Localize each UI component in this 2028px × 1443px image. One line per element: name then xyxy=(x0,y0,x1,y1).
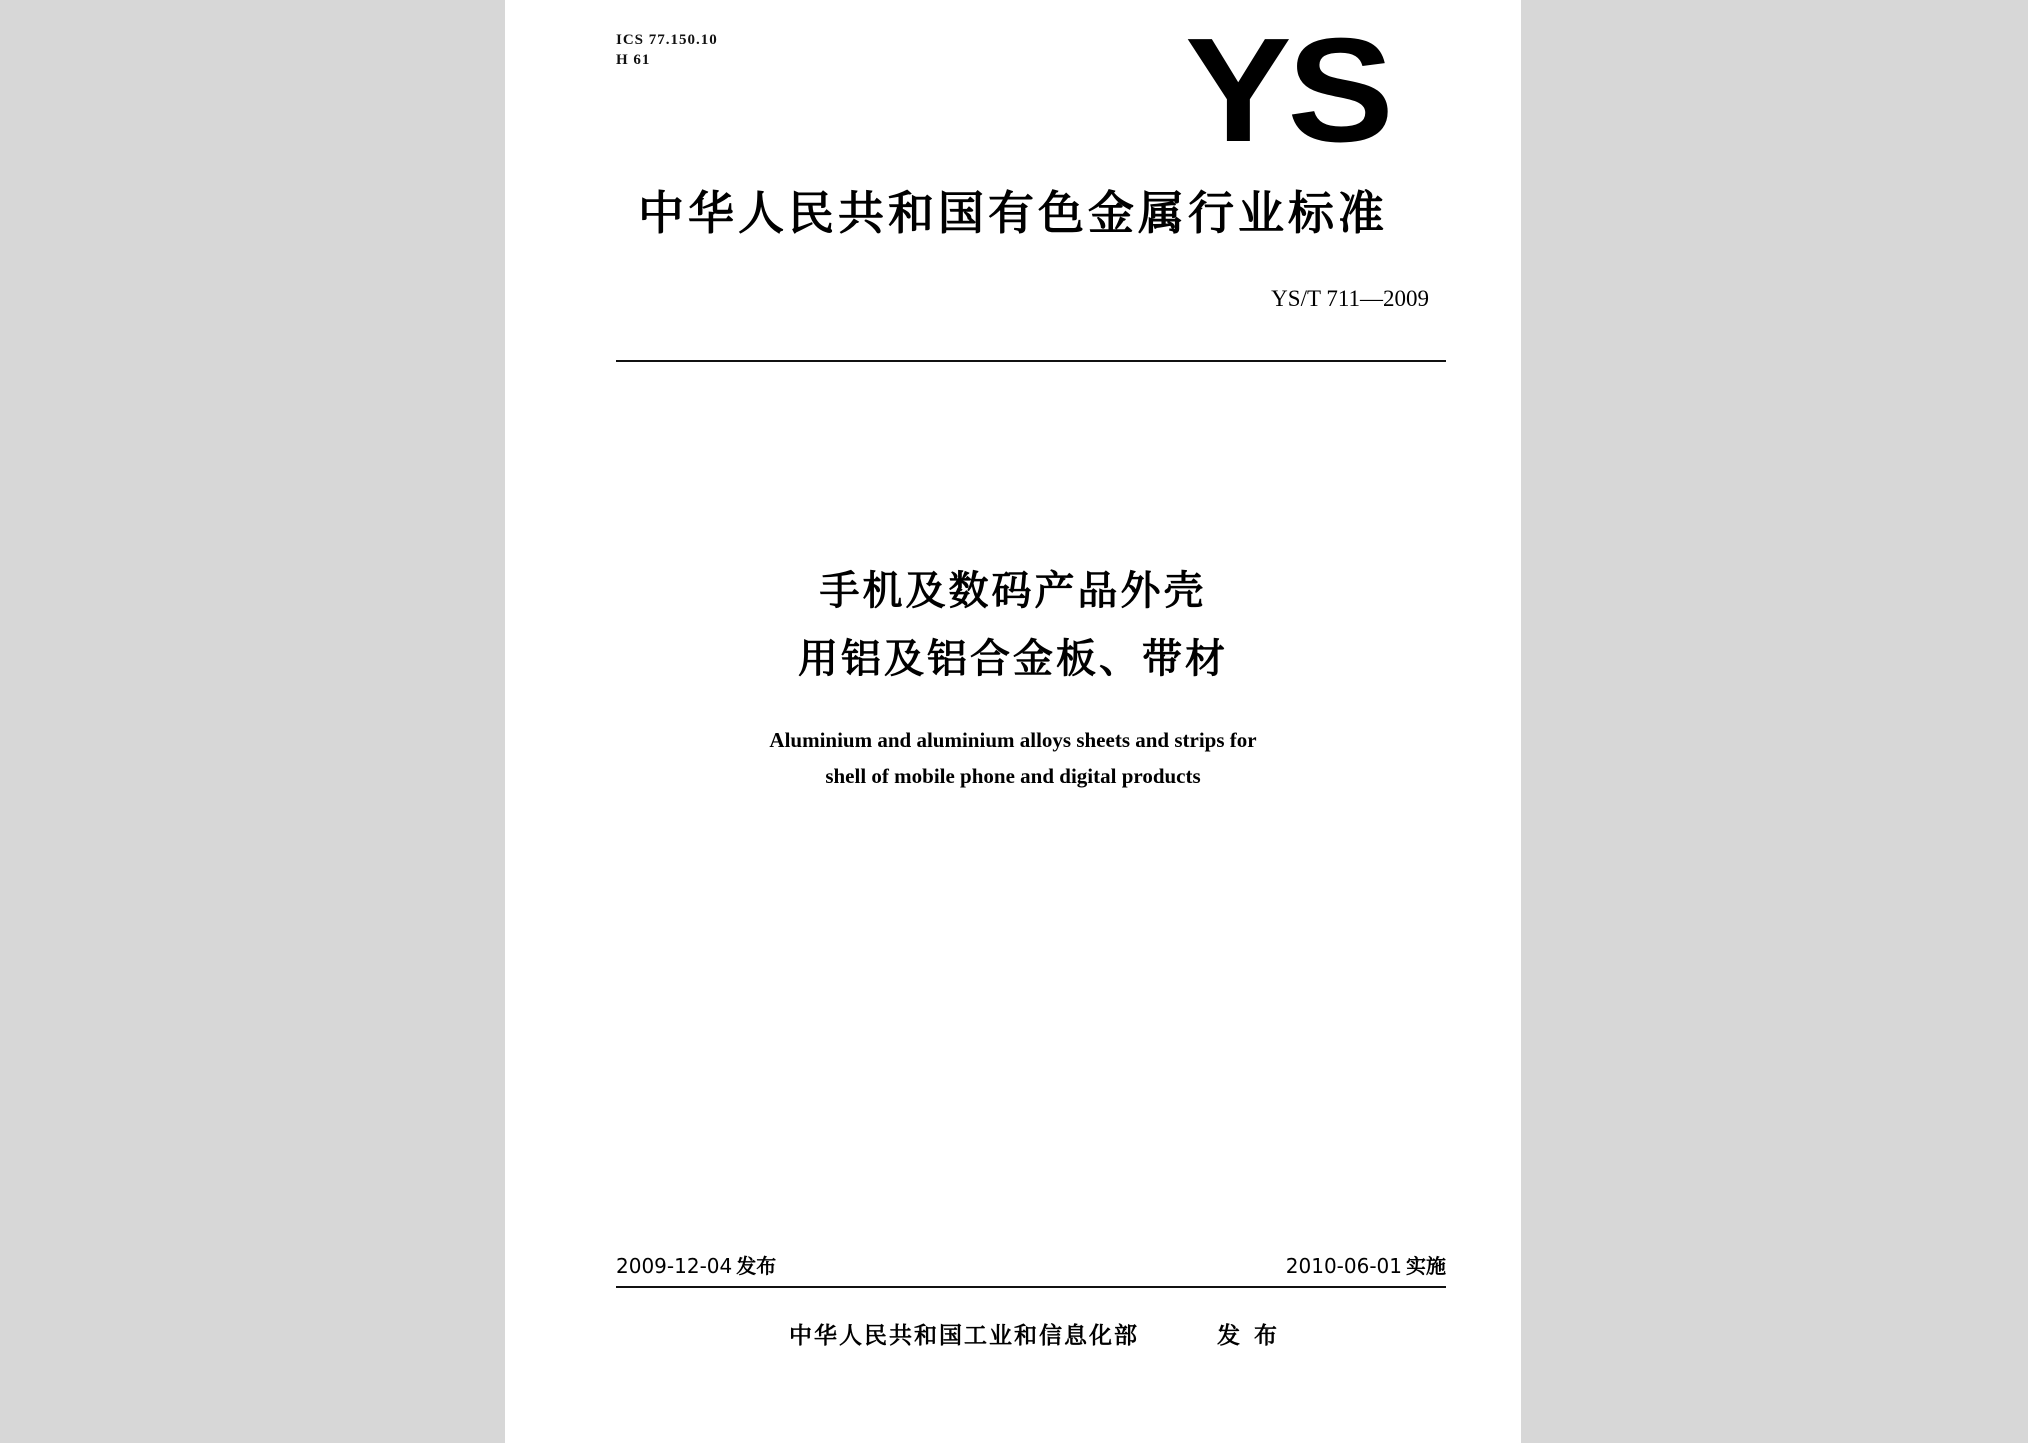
issuing-authority: 中华人民共和国工业和信息化部 xyxy=(789,1323,1139,1349)
bottom-divider xyxy=(616,1286,1446,1288)
standard-number: YS/T 711—2009 xyxy=(1271,286,1429,311)
implement-label: 实施 xyxy=(1406,1254,1446,1278)
document-page xyxy=(505,0,1521,1443)
ics-code: ICS 77.150.10 xyxy=(616,32,718,48)
publish-label: 发布 xyxy=(736,1254,777,1278)
document-title-en-line1: Aluminium and aluminium alloys sheets and strips for xyxy=(769,728,1257,752)
industry-standard-title: 中华人民共和国有色金属行业标准 xyxy=(638,186,1388,240)
publish-date-block xyxy=(616,1252,776,1280)
classification-code: H 61 xyxy=(616,52,651,68)
document-title-cn-line1: 手机及数码产品外壳 xyxy=(819,568,1207,614)
implement-date-block xyxy=(1286,1252,1446,1280)
ys-logo: YS xyxy=(1185,8,1390,173)
implement-date: 2010-06-01 xyxy=(1285,1254,1402,1278)
document-title-cn-line2: 用铝及铝合金板、带材 xyxy=(798,636,1228,682)
document-title-en-line2: shell of mobile phone and digital products xyxy=(825,764,1201,788)
top-divider xyxy=(616,360,1446,362)
issuing-action: 发布 xyxy=(1217,1323,1291,1349)
publish-date: 2009-12-04 xyxy=(616,1254,733,1278)
